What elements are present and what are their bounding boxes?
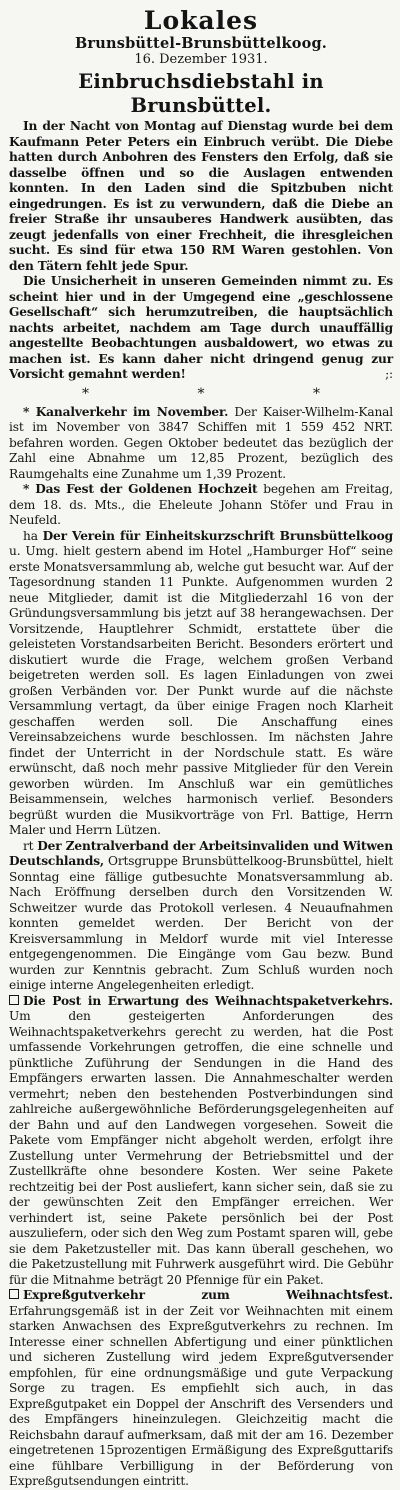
item-goldene-hochzeit-title: * Das Fest der Goldenen Hochzeit xyxy=(23,482,258,496)
dateline-date: 16. Dezember 1931. xyxy=(134,52,268,67)
item-post-title: Die Post in Erwartung des Weihnachtspaketverkehrs. xyxy=(23,993,393,1008)
item-post-weihnachten xyxy=(9,994,393,1289)
square-bullet-icon xyxy=(9,1289,19,1299)
item-goldene-hochzeit-text: begehen am Freitag, dem 18. ds. Mts., die Eheleute Johann Stöfer und Frau in Neufeld. xyxy=(9,482,393,527)
item-zentralverband-text: Ortsgruppe Brunsbüttelkoog-Brunsbüttel, hielt Sonntag eine fällige gutbesuchte Monatsversammlung ab. Nach Eröffnung derselben durch den Vorsitzenden W. Schweitzer wurde das Protokoll verlesen. 4 Neuaufnahmen konnten gemeldet werden. Der Bericht von der Kreisversammlung in Meldorf wurde mit viel Interesse entgegengenommen. Die Eingänge vom Gau bezw. Bund wurden zur Kenntnis gebracht. Zum Schluß wurden noch einige interne Angelegenheiten erledigt. xyxy=(9,854,394,992)
item-kanalverkehr xyxy=(9,405,393,483)
square-bullet-icon xyxy=(9,995,19,1005)
item-kanalverkehr-title: * Kanalverkehr im November. xyxy=(23,404,229,419)
lead-article xyxy=(9,119,393,383)
section-separator-stars: * * * xyxy=(82,385,372,402)
item-post-text: Um den gesteigerten Anforderungen des Weihnachtspaketverkehrs gerecht zu werden, hat die Post umfassende Vorkehrungen getroffen, die eine schnelle und pünktliche Zuführung der Sendungen in die Hand des Empfängers erwarten lassen. Die Annahmeschalter werden vermehrt; neben den bestehenden Postverbindungen sind zahlreiche außergewöhnliche Beförderungsgelegenheiten auf der Bahn und auf den Landwegen vorgesehen. Soweit die Pakete vom Empfänger nicht abgeholt werden, erfolgt ihre Zustellung unter Vermehrung der Betriebsmittel und der Zustellkräfte ohne besondere Kosten. Wer seine Pakete rechtzeitig bei der Post ausliefert, kann sicher sein, daß sie zu der gewünschten Zeit den Empfänger erreichen. Wer verhindert ist, seine Pakete persönlich bei der Post auszuliefern, oder sich den Weg zum Postamt sparen will, gebe sie dem Paketzusteller mit. Das kann überall geschehen, wo die Paketzustellung mit Fuhrwerk ausgeführt wird. Die Gebühr für die Mitnahme beträgt 20 Pfennige für ein Paket. xyxy=(9,1009,393,1287)
lead-paragraph-2-text: Die Unsicherheit in unseren Gemeinden nimmt zu. Es scheint hier und in der Umgegend eine „geschlossene Gesellschaft“ sich herumzutreiben, die hauptsächlich nachts arbeitet, nachdem am Tage durch unauffällig angestellte Beobachtungen ausbaldowert, wo etwas zu machen ist. Es kann daher nicht dringend genug zur Vorsicht gemahnt werden! xyxy=(9,274,393,381)
item-zentralverband-prefix: rt xyxy=(23,838,34,853)
item-zentralverband-title: Der Zentralverband der Arbeitsinvaliden und Witwen Deutschlands, xyxy=(9,838,393,868)
lead-end-mark: ;: xyxy=(385,367,393,381)
item-zentralverband xyxy=(9,839,393,994)
item-expressgut-title: Expreßgutverkehr zum Weihnachtsfest. xyxy=(23,1288,393,1302)
item-verein-kurzschrift xyxy=(9,529,393,839)
dateline-place: Brunsbüttel-Brunsbüttelkoog. xyxy=(74,35,328,52)
item-verein-title: Der Verein für Einheitskurzschrift Brunsbüttelkoog xyxy=(42,528,393,543)
item-kanalverkehr-text: Der Kaiser-Wilhelm-Kanal ist im November von 3847 Schiffen mit 1 559 452 NRT. befahren worden. Gegen Oktober bedeutet das bezüglich der Zahl eine Abnahme um 12,85 Prozent, bezüglich des Raumgehalts eine Zunahme um 1,39 Prozent. xyxy=(9,404,394,481)
lead-paragraph-2 xyxy=(9,274,393,383)
article-headline: Einbruchsdiebstahl in Brunsbüttel. xyxy=(78,70,324,117)
item-verein-text: u. Umg. hielt gestern abend im Hotel „Hamburger Hof“ seine erste Monatsversammlung ab, welche gut besucht war. Auf der Tagesordnung standen 11 Punkte. Aufgenommen wurden 2 neue Mitglieder, damit ist die Mitgliederzahl 16 von der Gründungsversammlung bis jetzt auf 38 herangewachsen. Der Vorsitzende, Hauptlehrer Schmidt, erstattete über die geleisteten Vorstandsarbeiten Bericht. Besonders erörtert und diskutiert wurde die Frage, welchem großen Verband beigetreten werden soll. Es lagen Einladungen von zwei großen Verbänden vor. Der Punkt wurde auf die nächste Versammlung vertagt, da über einige Fragen noch Klarheit geschaffen werden soll. Die Anschaffung eines Vereinsabzeichens wurde beschlossen. Im nächsten Jahre findet der Unterricht in der Nordschule statt. Es wäre erwünscht, daß noch mehr passive Mitglieder für den Verein geworben würden. Im Anschluß war ein gemütliches Beisammensein, welches harmonisch verlief. Besonders begrüßt wurden die Musikvorträge von Frl. Battige, Herrn Maler und Herrn Lützen. xyxy=(9,544,393,837)
item-expressgut xyxy=(9,1288,393,1490)
item-goldene-hochzeit xyxy=(9,482,393,529)
section-masthead: Lokales xyxy=(143,6,259,35)
lead-paragraph-1: In der Nacht von Montag auf Dienstag wurde bei dem Kaufmann Peter Peters ein Einbruch verübt. Die Diebe hatten durch Anbohren des Fensters den Erfolg, daß sie dasselbe öffnen und so die Auslagen entwenden konnten. In den Laden sind die Spitzbuben nicht eingedrungen. Es ist zu verwundern, daß die Diebe an freier Straße ihr unsauberes Handwerk ausübten, das zeugt jedenfalls von einer Frechheit, die ihresgleichen sucht. Es sind für etwa 150 RM Waren gestohlen. Von den Tätern fehlt jede Spur. xyxy=(9,119,393,273)
item-verein-prefix: ha xyxy=(23,528,38,543)
item-expressgut-text: Erfahrungsgemäß ist in der Zeit vor Weihnachten mit einem starken Anwachsen des Expreßgutverkehrs zu rechnen. Im Interesse einer schnellen Abfertigung und einer pünktlichen und sicheren Zustellung wird jedem Expreßgutversender empfohlen, für eine ordnungsmäßige und gute Verpackung Sorge zu tragen. Es empfiehlt sich auch, in das Expreßgutpaket ein Doppel der Anschrift des Versenders und des Empfängers hineinzulegen. Gleichzeitig macht die Reichsbahn darauf aufmerksam, daß mit der am 16. Dezember eingetretenen 15prozentigen Ermäßigung des Expreßguttarifs eine fühlbare Verbilligung in der Beförderung von Expreßgutsendungen eintritt. xyxy=(9,1303,393,1488)
